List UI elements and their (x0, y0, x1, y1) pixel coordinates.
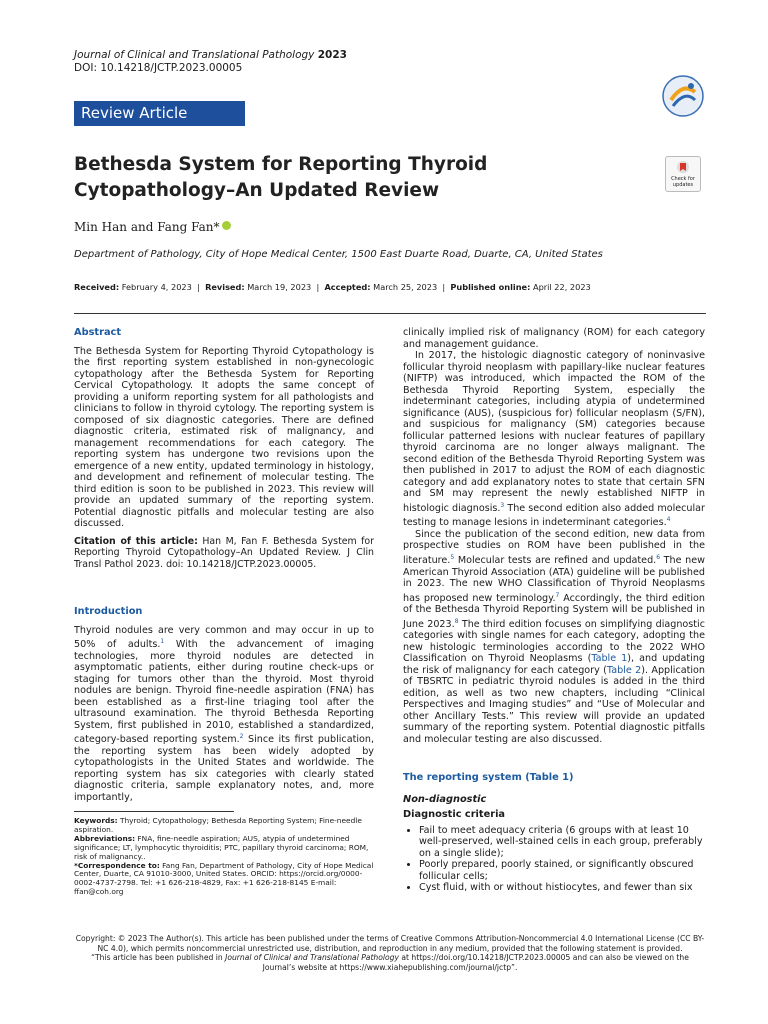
affiliation: Department of Pathology, City of Hope Medical Center, 1500 East Duarte Road, Duarte, CA, United States (74, 249, 603, 260)
citation (74, 536, 374, 571)
keywords: Keywords: Thyroid; Cytopathology; Bethesda Reporting System; Fine-needle aspiration. (74, 816, 362, 834)
separator: | (442, 282, 446, 292)
separator: | (316, 282, 320, 292)
published-date: April 22, 2023 (532, 282, 591, 292)
revised-date: March 19, 2023 (247, 282, 312, 292)
list-item: • Fail to meet adequacy criteria (6 groups with at least 10 well-preserved, well-stained cells in each group, preferably on a single slide); (419, 825, 705, 860)
check-for-updates-badge[interactable] (665, 156, 701, 192)
ref-link[interactable]: 5 (450, 553, 455, 561)
copyright-line2: “This article has been published in Journal of Clinical and Translational Pathology at https://doi.org/10.14218/JCTP.2023.00005 and can also be viewed on the Journal’s website at https://www.xiahepublishing.com/journal/jctp”. (91, 953, 689, 972)
ref-link[interactable]: 8 (454, 617, 459, 625)
separator: | (197, 282, 200, 292)
ref-link[interactable]: 2 (239, 733, 244, 741)
journal-name: Journal of Clinical and Translational Pathology (74, 49, 315, 61)
right-column (403, 327, 705, 745)
subheading-diagnostic-criteria: Diagnostic criteria (403, 809, 506, 820)
received-label: Received: (74, 282, 120, 292)
subheading-non-diagnostic: Non-diagnostic (403, 793, 487, 805)
table1-link[interactable]: Table 1 (591, 653, 628, 665)
citation-text: Han M, Fan F. Bethesda System for Reporting Thyroid Cytopathology–An Updated Review. J Clin Transl Pathol 2023. doi: 10.14218/JCTP.2023.00005. (74, 535, 374, 570)
citation-label: Citation of this article: (74, 535, 198, 547)
abstract-section (74, 327, 374, 570)
ref-link[interactable]: 7 (555, 591, 560, 599)
published-label: Published online: (450, 282, 531, 292)
header-divider (74, 313, 706, 314)
journal-year: 2023 (317, 49, 347, 61)
abstract-heading: Abstract (74, 327, 122, 338)
journal-header (74, 49, 347, 75)
footnote-divider (74, 811, 234, 812)
list-item: • Poorly prepared, poorly stained, or significantly obscured follicular cells; (419, 859, 705, 882)
abbreviations: Abbreviations: FNA, fine-needle aspiration; AUS, atypia of undetermined significance; LT, lymphocytic thyroiditis; PTC, papillary thyroid carcinoma; ROM, risk of malignancy.. (74, 833, 369, 861)
bookmark-icon (676, 160, 690, 174)
ref-link[interactable]: 4 (666, 516, 671, 524)
author-list (74, 220, 231, 234)
paragraph: In 2017, the histologic diagnostic category of noninvasive follicular thyroid neoplasm with papillary-like nuclear features (NIFTP) was introduced, which impacted the ROM of the Bethesda Thyroid Reporting System, especially the indeterminant categories, including atypia of undetermined significance (AUS), (suspicious for) follicular neoplasm (S/FN), and suspicious for malignancy (SM) categories because follicular patterned lesions with nuclear features of papillary thyroid carcinoma are no longer always malignant. The second edition of the Bethesda Thyroid Reporting System was then published in 2017 to adjust the ROM of each diagnostic category and add explanatory notes to state that certain SFN and SM may represent the newly established NIFTP in histologic diagnosis.$^3$ The second edition also added molecular testing to manage lesions in indeterminant categories.$^4$ (403, 350, 705, 529)
copyright-notice (74, 934, 706, 972)
article-title: Bethesda System for Reporting Thyroid Cytopathology–An Updated Review (74, 154, 488, 201)
reporting-system-section (403, 772, 705, 894)
introduction-section (74, 606, 374, 803)
correspondence: *Correspondence to: Fang Fan, Department of Pathology, City of Hope Medical Center, Duarte, CA 91010-3000, United States. ORCID: https://orcid.org/0000-0002-4737-2798. Tel: +1 626-218-4829, Fax: +1 626-218-8145 E-mail: ffan@coh.org (74, 860, 374, 897)
ref-link[interactable]: 1 (160, 638, 165, 645)
article-type-banner: Review Article (74, 101, 245, 126)
check-line2: updates (672, 182, 694, 188)
paragraph: clinically implied risk of malignancy (ROM) for each category and management guidance. (403, 327, 705, 350)
journal-logo-icon (661, 74, 705, 118)
introduction-heading: Introduction (74, 606, 143, 617)
received-date: February 4, 2023 (121, 282, 192, 292)
list-item: • Cyst fluid, with or without histiocytes, and fewer than six (419, 882, 705, 894)
criteria-list (403, 825, 705, 894)
ref-link[interactable]: 6 (656, 553, 661, 561)
accepted-date: March 25, 2023 (373, 282, 438, 292)
revised-label: Revised: (205, 282, 245, 292)
paragraph: Since the publication of the second edition, new data from prospective studies on ROM have been published in the literature.$^5$ Molecular tests are refined and updated.$^6$ The new American Thyroid Association (ATA) guideline will be published in 2023. The new WHO Classification of Thyroid Neoplasms has proposed new terminology.$^7$ Accordingly, the third edition of the Bethesda Thyroid Reporting System will be published in June 2023.$^8$ The third edition focuses on simplifying diagnostic categories with single names for each category, adopting the new histologic terminologies according to the 2022 WHO Classification on Thyroid Neoplasms (Table 1), and updating the risk of malignancy for each category (Table 2). Application of TBSRTC in pediatric thyroid nodules is added in the third edition, as well as two new chapters, including “Clinical Perspectives and Imaging studies” and “Use of Molecular and other Ancillary Tests.” This review will provide an updated summary of the reporting system. Potential diagnostic pitfalls and molecular testing are also discussed. (403, 528, 705, 745)
abstract-text: The Bethesda System for Reporting Thyroid Cytopathology is the first reporting system established in non-gynecologic cytopathology after the Bethesda System for Reporting Cervical Cytopathology. It adopts the same concept of providing a uniform reporting system for all pathologists and clinicians to follow in thyroid cytology. The reporting system is composed of six diagnostic categories. There are defined diagnostic criteria, estimated risk of malignancy, and management recommendations for each category. The reporting system has undergone two revisions upon the emergence of a new entity, updated terminology in histology, and development and refinement of molecular testing. The third edition is soon to be published in 2023. This review will provide an updated summary of the reporting system. Potential diagnostic pitfalls and molecular testing are also discussed. (74, 345, 374, 529)
copyright-line1: Copyright: © 2023 The Author(s). This article has been published under the terms of Creative Commons Attribution-Noncommercial 4.0 International License (CC BY-NC 4.0), which permits noncommercial unrestricted use, distribution, and reproduction in any medium, provided that the following statement is provided. (75, 934, 705, 953)
check-line1: Check for (671, 176, 695, 182)
authors: Min Han and Fang Fan (74, 220, 214, 234)
accepted-label: Accepted: (324, 282, 371, 292)
orcid-icon[interactable] (222, 221, 231, 230)
table2-link[interactable]: Table 2 (606, 664, 642, 676)
footnotes (74, 817, 376, 897)
reporting-system-heading: The reporting system (Table 1) (403, 772, 574, 783)
ref-link[interactable]: 3 (500, 501, 505, 509)
introduction-text: Thyroid nodules are very common and may occur in up to 50% of adults.$^1$ With the advancement of imaging technologies, more thyroid nodules are detected in asymptomatic patients, either during routine check-ups or staging for tumors other than the thyroid. Most thyroid nodules are benign. Thyroid fine-needle aspiration (FNA) has been established as a first-line triaging tool after the ultrasound examination. The thyroid Bethesda Reporting System, first published in 2010, established a standardized, category-based reporting system.$^2$ Since its first publication, the reporting system has been widely adopted by cytopathologists in the United States and worldwide. The reporting system has six categories with clearly stated diagnostic criteria, sample explanatory notes, and, more importantly, (74, 624, 374, 803)
doi: DOI: 10.14218/JCTP.2023.00005 (74, 62, 243, 74)
author-mark: * (213, 220, 220, 234)
article-dates (74, 282, 591, 292)
